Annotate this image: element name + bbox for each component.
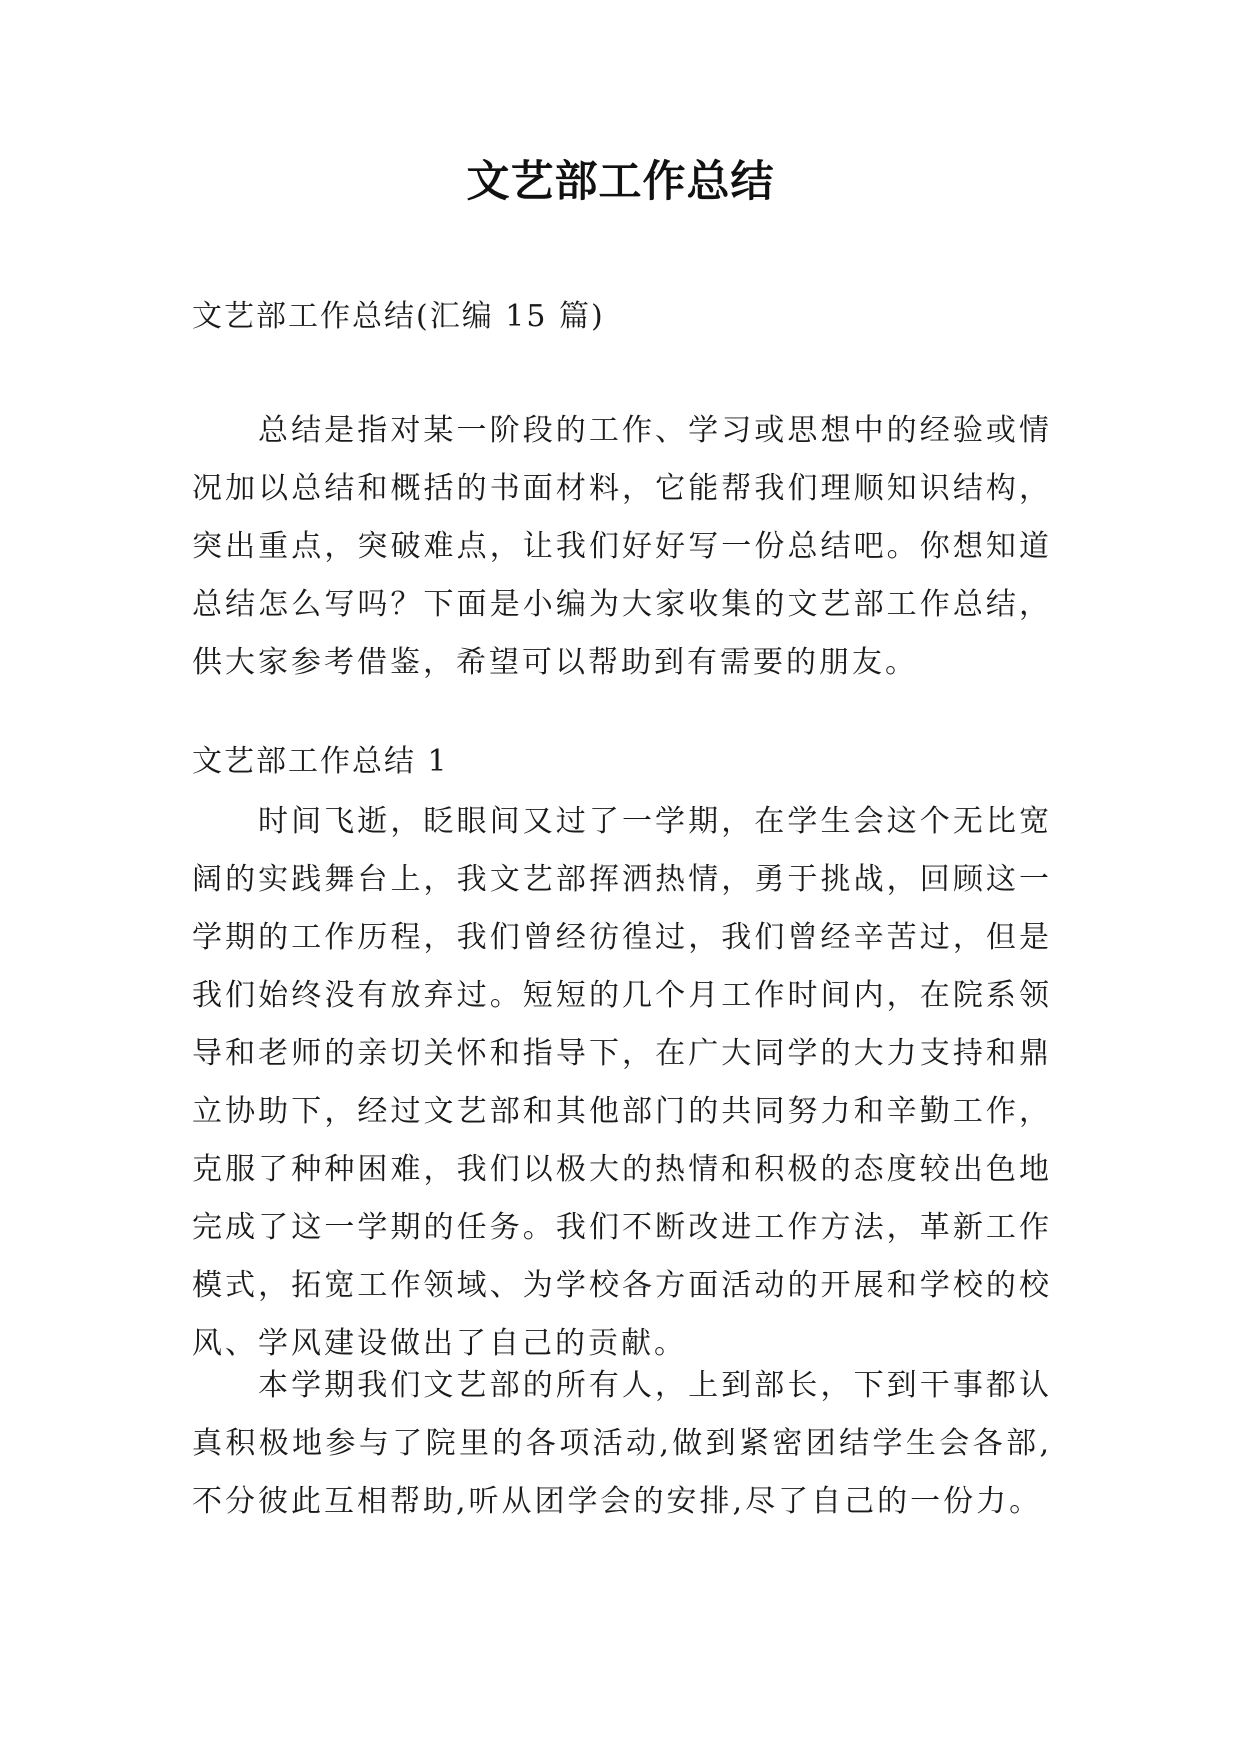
section-heading-1: 文艺部工作总结 1	[192, 744, 449, 779]
section-1-paragraph-1: 时间飞逝，眨眼间又过了一学期，在学生会这个无比宽阔的实践舞台上，我文艺部挥洒热情，勇于挑战，回顾这一学期的工作历程，我们曾经彷徨过，我们曾经辛苦过，但是我们始终没有放弃过。短短的几个月工作时间内，在院系领导和老师的亲切关怀和指导下，在广大同学的大力支持和鼎立协助下，经过文艺部和其他部门的共同努力和辛勤工作，克服了种种困难，我们以极大的热情和积极的态度较出色地完成了这一学期的任务。我们不断改进工作方法，革新工作模式，拓宽工作领域、为学校各方面活动的开展和学校的校风、学风建设做出了自己的贡献。	[192, 804, 1052, 1361]
document-subtitle: 文艺部工作总结(汇编 15 篇)	[192, 299, 605, 334]
intro-paragraph: 总结是指对某一阶段的工作、学习或思想中的经验或情况加以总结和概括的书面材料，它能帮我们理顺知识结构，突出重点，突破难点，让我们好好写一份总结吧。你想知道总结怎么写吗？下面是小编为大家收集的文艺部工作总结，供大家参考借鉴，希望可以帮助到有需要的朋友。	[192, 413, 1052, 680]
document-title: 文艺部工作总结	[466, 157, 775, 207]
section-1-paragraph-2: 本学期我们文艺部的所有人，上到部长，下到干事都认真积极地参与了院里的各项活动,做到紧密团结学生会各部,不分彼此互相帮助,听从团学会的安排,尽了自己的一份力。	[192, 1368, 1052, 1519]
